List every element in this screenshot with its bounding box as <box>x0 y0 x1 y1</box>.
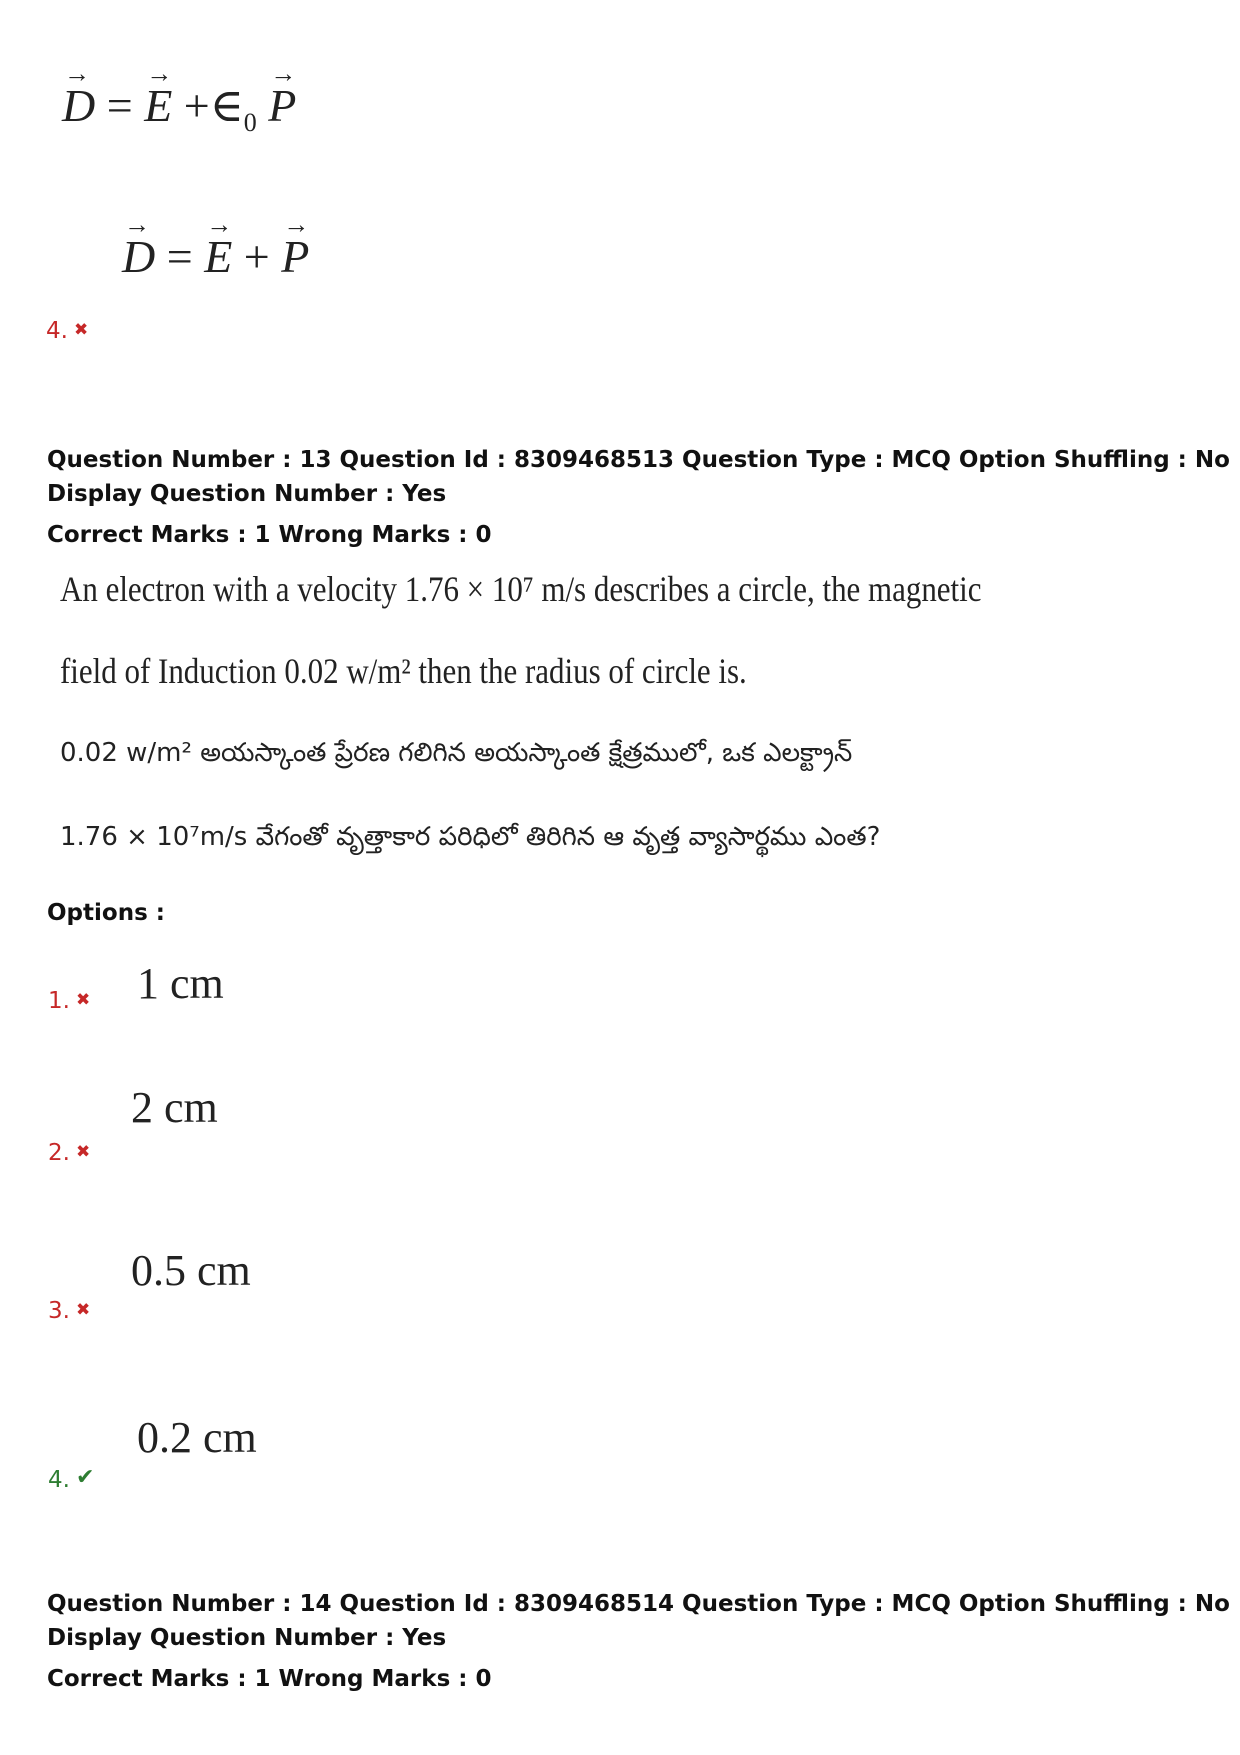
option1-number: 1. ✖ <box>48 988 91 1014</box>
prev-option3-formula: → D = → $E +\in_0 \to P$ <box>62 78 296 138</box>
q14-meta-line3: Correct Marks : 1 Wrong Marks : 0 <box>47 1666 492 1692</box>
option3-number: 3. ✖ <box>48 1298 91 1324</box>
q13-telugu-line2: 1.76 × 10⁷m/s వేగంతో వృత్తాకార పరిధిలో తిరిగిన ఆ వృత్త వ్యాసార్థము ఎంత? <box>60 822 881 852</box>
q14-meta-line2: Display Question Number : Yes <box>47 1625 447 1651</box>
option3-value: 0.5 cm <box>131 1246 251 1295</box>
q13-meta-line2: Display Question Number : Yes <box>47 481 447 507</box>
option1-value: 1 cm <box>137 959 224 1008</box>
option4-value: 0.2 cm <box>137 1413 257 1462</box>
q13-english-line2: field of Induction 0.02 w/m² then the radius of circle is. <box>60 651 747 691</box>
cross-icon: ✖ <box>75 1300 91 1320</box>
q14-meta-line1: Question Number : 14 Question Id : 8309468514 Question Type : MCQ Option Shuffling : No <box>47 1591 1230 1617</box>
q13-telugu-line1: 0.02 w/m² అయస్కాంత ప్రేరణ గలిగిన అయస్కాంత క్షేత్రములో, ఒక ఎలక్ట్రాన్ <box>60 738 853 768</box>
cross-icon: ✖ <box>75 1142 91 1162</box>
prev-option4-number: 4. ✖ <box>46 318 89 344</box>
options-label: Options : <box>47 900 165 926</box>
q13-meta-line1: Question Number : 13 Question Id : 8309468513 Question Type : MCQ Option Shuffling : No <box>47 447 1230 473</box>
cross-icon: ✖ <box>73 320 89 340</box>
check-icon: ✔ <box>75 1465 95 1490</box>
option4-number: 4. ✔ <box>48 1465 95 1493</box>
option2-number: 2. ✖ <box>48 1140 91 1166</box>
option2-value: 2 cm <box>131 1083 218 1132</box>
q13-meta-line3: Correct Marks : 1 Wrong Marks : 0 <box>47 522 492 548</box>
prev-option4-formula: → D = → E + → P <box>122 230 309 283</box>
cross-icon: ✖ <box>75 990 91 1010</box>
q13-english-line1: An electron with a velocity 1.76 × 10⁷ m/s describes a circle, the magnetic <box>60 569 982 609</box>
